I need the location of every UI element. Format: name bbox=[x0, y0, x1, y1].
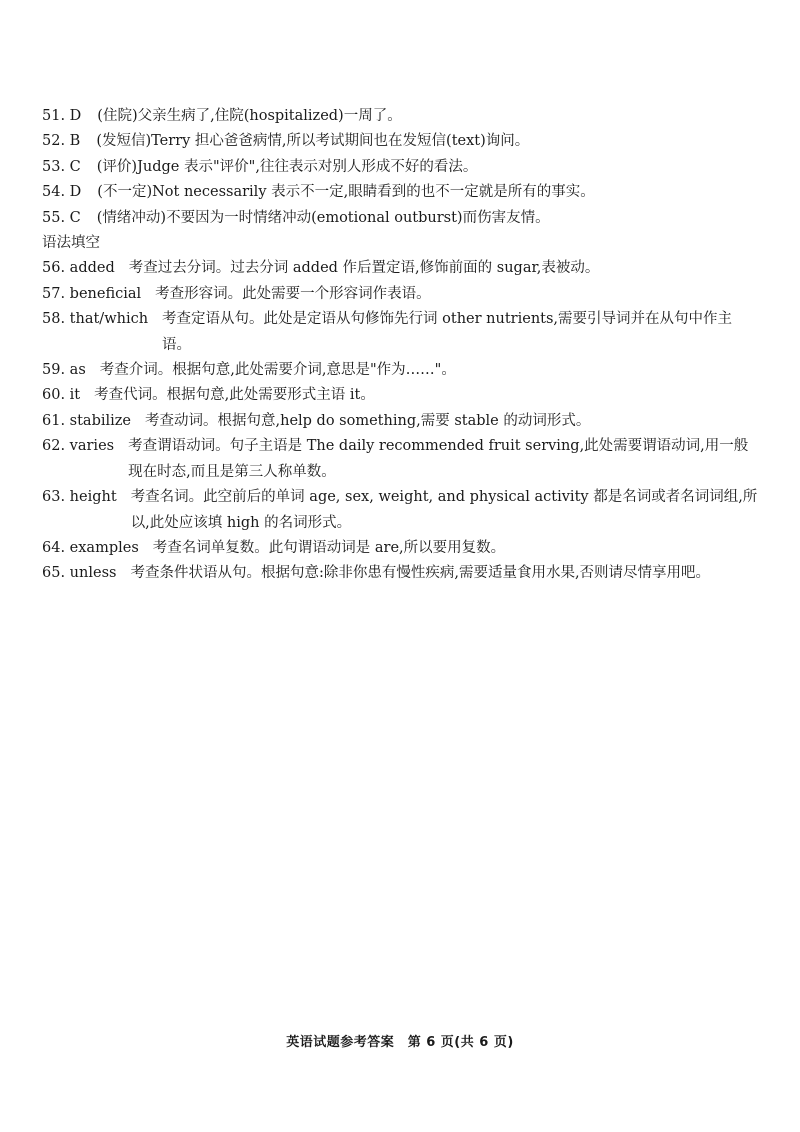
answer-explanation: 考查定语从句。此处是定语从句修饰先行词 other nutrients,需要引导词并在从句中作主语。 bbox=[162, 311, 733, 353]
answer-number: 52. B bbox=[42, 133, 81, 150]
answer-number: 65. unless bbox=[42, 565, 117, 582]
answer-item bbox=[42, 206, 758, 231]
answer-explanation: (发短信)Terry 担心爸爸病情,所以考试期间也在发短信(text)询问。 bbox=[96, 133, 530, 150]
answer-explanation: (评价)Judge 表示"评价",往往表示对别人形成不好的看法。 bbox=[96, 158, 478, 175]
answer-item bbox=[42, 409, 758, 434]
answer-explanation: 考查名词单复数。此句谓语动词是 are,所以要用复数。 bbox=[152, 539, 506, 556]
answer-explanation: (不一定)Not necessarily 表示不一定,眼睛看到的也不一定就是所有的事实。 bbox=[97, 184, 595, 201]
answer-explanation: 考查代词。根据句意,此处需要形式主语 it。 bbox=[94, 387, 375, 404]
answer-explanation: 考查名词。此空前后的单词 age, sex, weight, and physical activity 都是名词或者名词词组,所以,此处应该填 high 的名词形式。 bbox=[130, 489, 758, 531]
page-footer: 英语试题参考答案 第 6 页(共 6 页) bbox=[286, 1035, 514, 1050]
answer-item bbox=[42, 307, 758, 358]
answer-number: 58. that/which bbox=[42, 311, 149, 328]
answer-item bbox=[42, 434, 758, 485]
answer-explanation: 考查过去分词。过去分词 added 作后置定语,修饰前面的 sugar,表被动。 bbox=[128, 260, 600, 277]
answer-item bbox=[42, 282, 758, 307]
answer-number: 53. C bbox=[42, 158, 81, 175]
answer-explanation: (住院)父亲生病了,住院(hospitalized)一周了。 bbox=[97, 108, 402, 124]
answer-item bbox=[42, 155, 758, 180]
answer-item bbox=[42, 104, 758, 129]
answer-number: 61. stabilize bbox=[42, 412, 131, 429]
answer-item bbox=[42, 180, 758, 205]
answer-explanation: (情绪冲动)不要因为一时情绪冲动(emotional outburst)而伤害友情。 bbox=[96, 209, 550, 226]
answer-explanation: 考查谓语动词。句子主语是 The daily recommended fruit serving,此处需要谓语动词,用一般现在时态,而且是第三人称单数。 bbox=[128, 438, 749, 480]
answer-item bbox=[42, 358, 758, 383]
answer-explanation: 考查介词。根据句意,此处需要介词,意思是"作为……"。 bbox=[99, 362, 456, 379]
answer-explanation: 考查条件状语从句。根据句意:除非你患有慢性疾病,需要适量食用水果,否则请尽情享用吧。 bbox=[130, 565, 711, 582]
answer-item bbox=[42, 256, 758, 281]
answer-number: 51. D bbox=[42, 108, 82, 124]
answer-number: 63. height bbox=[42, 489, 117, 506]
answer-number: 59. as bbox=[42, 362, 86, 379]
answer-explanation: 考查形容词。此处需要一个形容词作表语。 bbox=[155, 285, 431, 302]
section-heading: 语法填空 bbox=[42, 235, 100, 252]
answer-item bbox=[42, 383, 758, 408]
answer-item bbox=[42, 129, 758, 154]
answer-list bbox=[42, 104, 758, 587]
answer-number: 56. added bbox=[42, 260, 115, 277]
answer-number: 55. C bbox=[42, 209, 81, 226]
answer-explanation: 考查动词。根据句意,help do something,需要 stable 的动词形式。 bbox=[145, 412, 591, 429]
answer-item bbox=[42, 485, 758, 536]
answer-number: 54. D bbox=[42, 184, 82, 201]
answer-number: 62. varies bbox=[42, 438, 115, 455]
answer-number: 57. beneficial bbox=[42, 285, 142, 302]
answer-item bbox=[42, 561, 758, 586]
answer-item bbox=[42, 536, 758, 561]
answer-number: 64. examples bbox=[42, 539, 139, 556]
answer-number: 60. it bbox=[42, 387, 81, 404]
